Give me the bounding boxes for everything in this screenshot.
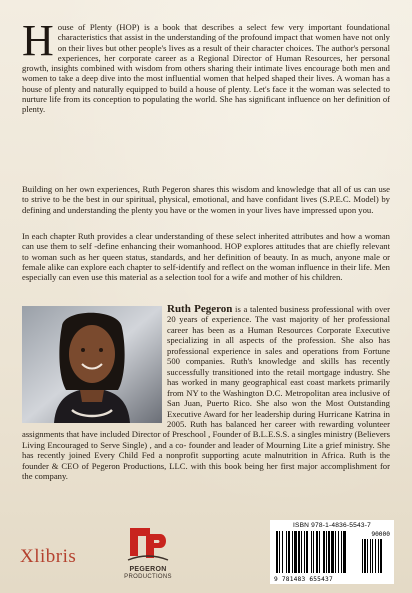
productions-label: PRODUCTIONS — [124, 573, 172, 580]
barcode-bar — [326, 531, 327, 573]
barcode-bar — [286, 531, 287, 573]
intro-paragraph — [22, 16, 390, 124]
barcode-bar — [306, 531, 308, 573]
barcode-bar — [301, 531, 302, 573]
barcode-bar — [279, 531, 280, 573]
barcode-bar — [343, 531, 346, 573]
barcode-bar — [331, 531, 334, 573]
barcode-bar — [288, 531, 290, 573]
paragraph-3-text: In each chapter Ruth provides a clear understanding of these select inherited attributes and how a woman can use them to self -define enhancing their womanhood. HOP explores attitudes that are chiefly relevant to woman such as her queen status, standards, and her definition of beauty. In as much, anyone male or female alike can explore each chapter to self-identify and reflect on the woman influence in their life. Men especially can even use this material as a selection tool for a wife and mother of his children. — [22, 231, 390, 283]
intro-text: ouse of Plenty (HOP) is a book that describes a select few very important foundational characteristics that assist in the understanding of the profound impact that women have not only on their lives but other people's lives as a result of their character choices. The author's personal experiences, her corporate career as a Regional Director of Human Resources, her personal growth, insights combined with wisdom from others sharing their intimate lives encourage both men and women to take a deep dive into the most influential women that helped shaped their lives. A woman has a house of plenty and naturally equipped to build a house of plenty. Let's face it the woman was selected to nurture life from its conception to populating the world. She has significant influence on her definition of plenty. — [22, 22, 390, 115]
barcode-bar — [298, 531, 300, 573]
drop-cap: H — [22, 16, 54, 65]
xlibris-wordmark: Xlibris — [20, 546, 77, 567]
barcode-bar — [341, 531, 342, 573]
barcode-bar — [313, 531, 314, 573]
barcode-bar — [276, 531, 278, 573]
paragraph-chapters — [22, 231, 390, 291]
barcode-bar — [338, 531, 339, 573]
author-name: Ruth Pegeron — [167, 303, 233, 315]
author-bio-text: is a talented business professional with over 20 years of experience. The vast majority of her professional career has been as a Human Resources Corporate Executive specializing in all aspects of the profession. She also has professional experience in sales and operations from Fortune 500 companies. Ruth's knowledge and skills has recently successfully transitioned into the retail mortgage industry. She has worked in many geographical east coast markets primarily from NY to the Washington D.C. Metropolitan area inclusive of San Juan, Puerto Rico. She also won the Most Outstanding Executive Award for her leadership during Hurricane Katrina in 2005. Ruth has balanced her career with rewarding volunteer assignments that have included Director of Preschool , Founder of B.L.E.S.S. a singles ministry (Believers Living Encouraged to Serve Single) , and a co- founder and leader of Mourning Lite a grief ministry. She has recently joined Every Child Fed a nonprofit supporting acute malnutrition in Africa. Ruth is the founder & CEO of Pegeron Productions, LLC. with this book being her first major accomplishment for the company. — [22, 304, 390, 482]
barcode-bar — [316, 531, 318, 573]
barcode-bar — [328, 531, 330, 573]
barcode-bar — [304, 531, 305, 573]
barcode-addon-bar — [380, 539, 382, 573]
barcode-bar — [311, 531, 312, 573]
barcode-bar — [323, 531, 325, 573]
barcode-bar — [294, 531, 297, 573]
barcode-number: 9 781483 655437 — [274, 576, 333, 583]
isbn-text: ISBN 978-1-4836-5543-7 — [292, 522, 372, 529]
paragraph-2-text: Building on her own experiences, Ruth Pegeron shares this wisdom and knowledge that all of us can use to strive to be the best in our spiritual, physical, emotional, and have confidant lives (S.P.E.C. Model) by defining and understanding the plenty you have or the women in your lives have impressed upon you. — [22, 184, 390, 215]
barcode-bar — [292, 531, 293, 573]
barcode-addon: 90000 — [371, 531, 390, 538]
pegeron-name: PEGERON — [129, 566, 167, 573]
pegeron-logo-mark — [126, 522, 170, 562]
isbn-barcode — [270, 520, 394, 584]
author-bio — [22, 304, 390, 482]
barcode-addon-bar — [370, 539, 371, 573]
barcode-addon-bar — [375, 539, 376, 573]
barcode-bar — [319, 531, 320, 573]
barcode-addon-bar — [378, 539, 379, 573]
barcode-bar — [335, 531, 336, 573]
barcode-addon-bar — [362, 539, 363, 573]
pegeron-productions-logo — [118, 522, 178, 586]
paragraph-spec-model — [22, 184, 390, 224]
barcode-addon-bar — [372, 539, 373, 573]
barcode-addon-bar — [367, 539, 368, 573]
barcode-addon-bar — [364, 539, 366, 573]
barcode-bar — [282, 531, 283, 573]
xlibris-logo — [20, 546, 76, 568]
